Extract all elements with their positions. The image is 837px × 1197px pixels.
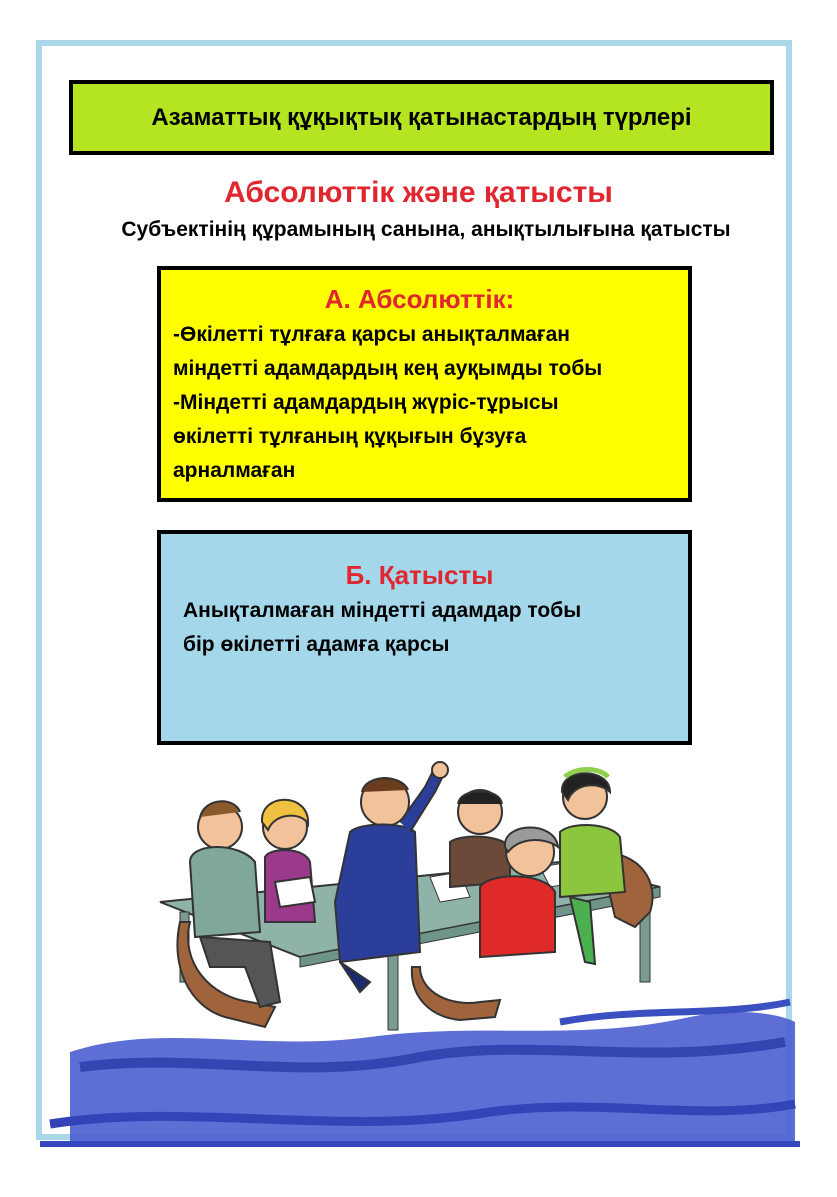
person-blonde [262,800,315,922]
section-subheading: Субъектінің құрамының санына, анықтылығына қатысты [121,218,731,241]
title-banner [69,80,774,155]
page-title: Азаматтық құқықтық қатынастардың түрлері [151,103,692,131]
relative-line-1: Анықталмаған міндетті адамдар тобы [183,599,582,622]
meeting-illustration [40,752,800,1152]
absolute-line-2: міндетті адамдардың кең ауқымды тобы [173,357,603,380]
absolute-box-title: А. Абсолюттік: [324,284,515,314]
relative-box [157,530,692,745]
person-man-tie [450,790,510,887]
relative-box-title: Б. Қатысты [345,560,494,590]
relative-box-text [183,594,683,662]
absolute-line-5: арналмаған [173,459,296,482]
water-scribble [40,1002,800,1147]
section-heading: Абсолюттік және қатысты [224,176,613,209]
relative-line-2: бір өкілетті адамға қарсы [183,633,450,656]
absolute-line-3: -Міндетті адамдардың жүріс-тұрысы [173,391,559,414]
absolute-line-1: -Өкілетті тұлғаға қарсы анықталмаған [173,323,570,346]
person-right [560,770,625,965]
absolute-box [157,266,692,502]
absolute-box-text [173,318,688,488]
absolute-line-4: өкілетті тұлғаның құқығын бұзуға [173,425,527,448]
